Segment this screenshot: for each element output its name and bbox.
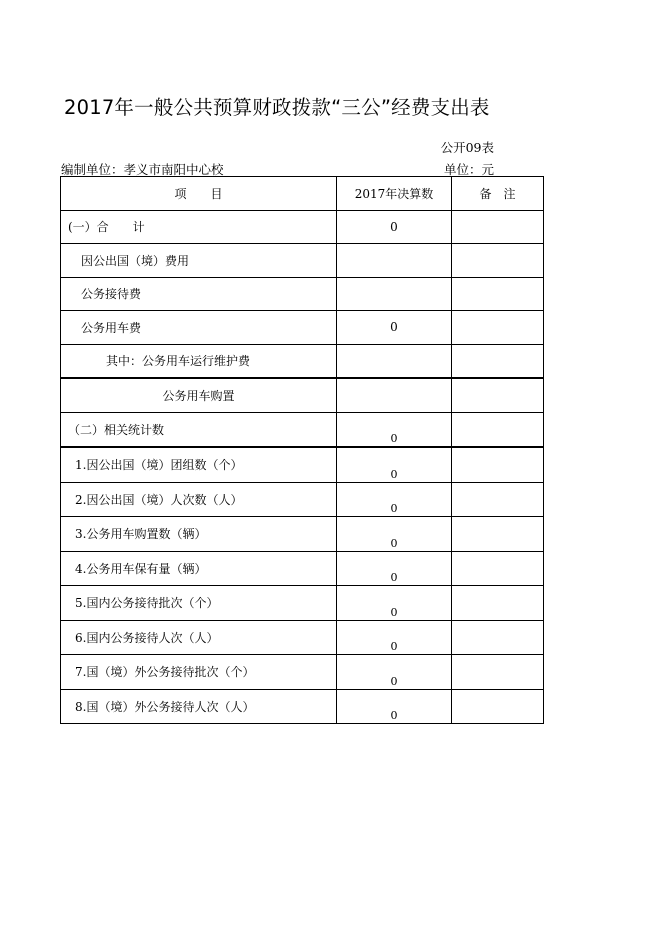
row-item: 因公出国（境）费用 <box>61 244 337 278</box>
row-item: 6.国内公务接待人次（人） <box>61 620 337 655</box>
row-note <box>452 551 544 586</box>
table-row <box>61 655 544 690</box>
row-value: 0 <box>337 586 452 621</box>
header-item: 项 目 <box>61 177 337 211</box>
row-value: 0 <box>337 412 452 447</box>
table-header-row <box>61 177 544 211</box>
row-value: 0 <box>337 447 452 482</box>
row-note <box>452 447 544 482</box>
table-row <box>61 412 544 447</box>
row-value: 0 <box>337 517 452 552</box>
table-row <box>61 689 544 724</box>
table-row <box>61 551 544 586</box>
expenditure-table <box>60 176 544 724</box>
row-note <box>452 620 544 655</box>
row-note <box>452 586 544 621</box>
form-number: 公开09表 <box>440 140 494 155</box>
row-item: 其中：公务用车运行维护费 <box>61 344 337 378</box>
row-item: 2.因公出国（境）人次数（人） <box>61 482 337 517</box>
row-note <box>452 517 544 552</box>
row-value <box>337 277 452 311</box>
row-value: 0 <box>337 482 452 517</box>
row-value <box>337 344 452 378</box>
row-item: 公务用车费 <box>61 311 337 345</box>
table-row <box>61 517 544 552</box>
compiling-unit: 编制单位：孝义市南阳中心校 <box>61 162 224 177</box>
table-row <box>61 277 544 311</box>
row-item: (一）合 计 <box>61 210 337 244</box>
row-value <box>337 378 452 412</box>
row-item: 公务用车购置 <box>61 378 337 412</box>
header-value: 2017年决算数 <box>337 177 452 211</box>
table-row <box>61 447 544 482</box>
row-value: 0 <box>337 620 452 655</box>
page-title: 2017年一般公共预算财政拨款“三公”经费支出表 <box>64 96 490 119</box>
row-note <box>452 482 544 517</box>
row-item: 8.国（境）外公务接待人次（人） <box>61 689 337 724</box>
row-value: 0 <box>337 551 452 586</box>
row-note <box>452 378 544 412</box>
row-note <box>452 689 544 724</box>
row-value: 0 <box>337 689 452 724</box>
currency-unit: 单位：元 <box>443 162 494 177</box>
row-note <box>452 277 544 311</box>
row-note <box>452 210 544 244</box>
row-note <box>452 412 544 447</box>
row-note <box>452 311 544 345</box>
row-item: （二）相关统计数 <box>61 412 337 447</box>
row-item: 4.公务用车保有量（辆） <box>61 551 337 586</box>
row-item: 5.国内公务接待批次（个） <box>61 586 337 621</box>
table-row <box>61 620 544 655</box>
table-row <box>61 244 544 278</box>
table-row <box>61 344 544 378</box>
row-note <box>452 344 544 378</box>
header-note: 备 注 <box>452 177 544 211</box>
row-item: 公务接待费 <box>61 277 337 311</box>
table-row <box>61 586 544 621</box>
row-value: 0 <box>337 311 452 345</box>
table-row <box>61 210 544 244</box>
row-value: 0 <box>337 655 452 690</box>
row-value <box>337 244 452 278</box>
table-row <box>61 482 544 517</box>
row-note <box>452 655 544 690</box>
row-item: 7.国（境）外公务接待批次（个） <box>61 655 337 690</box>
row-value: 0 <box>337 210 452 244</box>
table-row <box>61 378 544 412</box>
row-note <box>452 244 544 278</box>
row-item: 1.因公出国（境）团组数（个） <box>61 447 337 482</box>
table-row <box>61 311 544 345</box>
row-item: 3.公务用车购置数（辆） <box>61 517 337 552</box>
